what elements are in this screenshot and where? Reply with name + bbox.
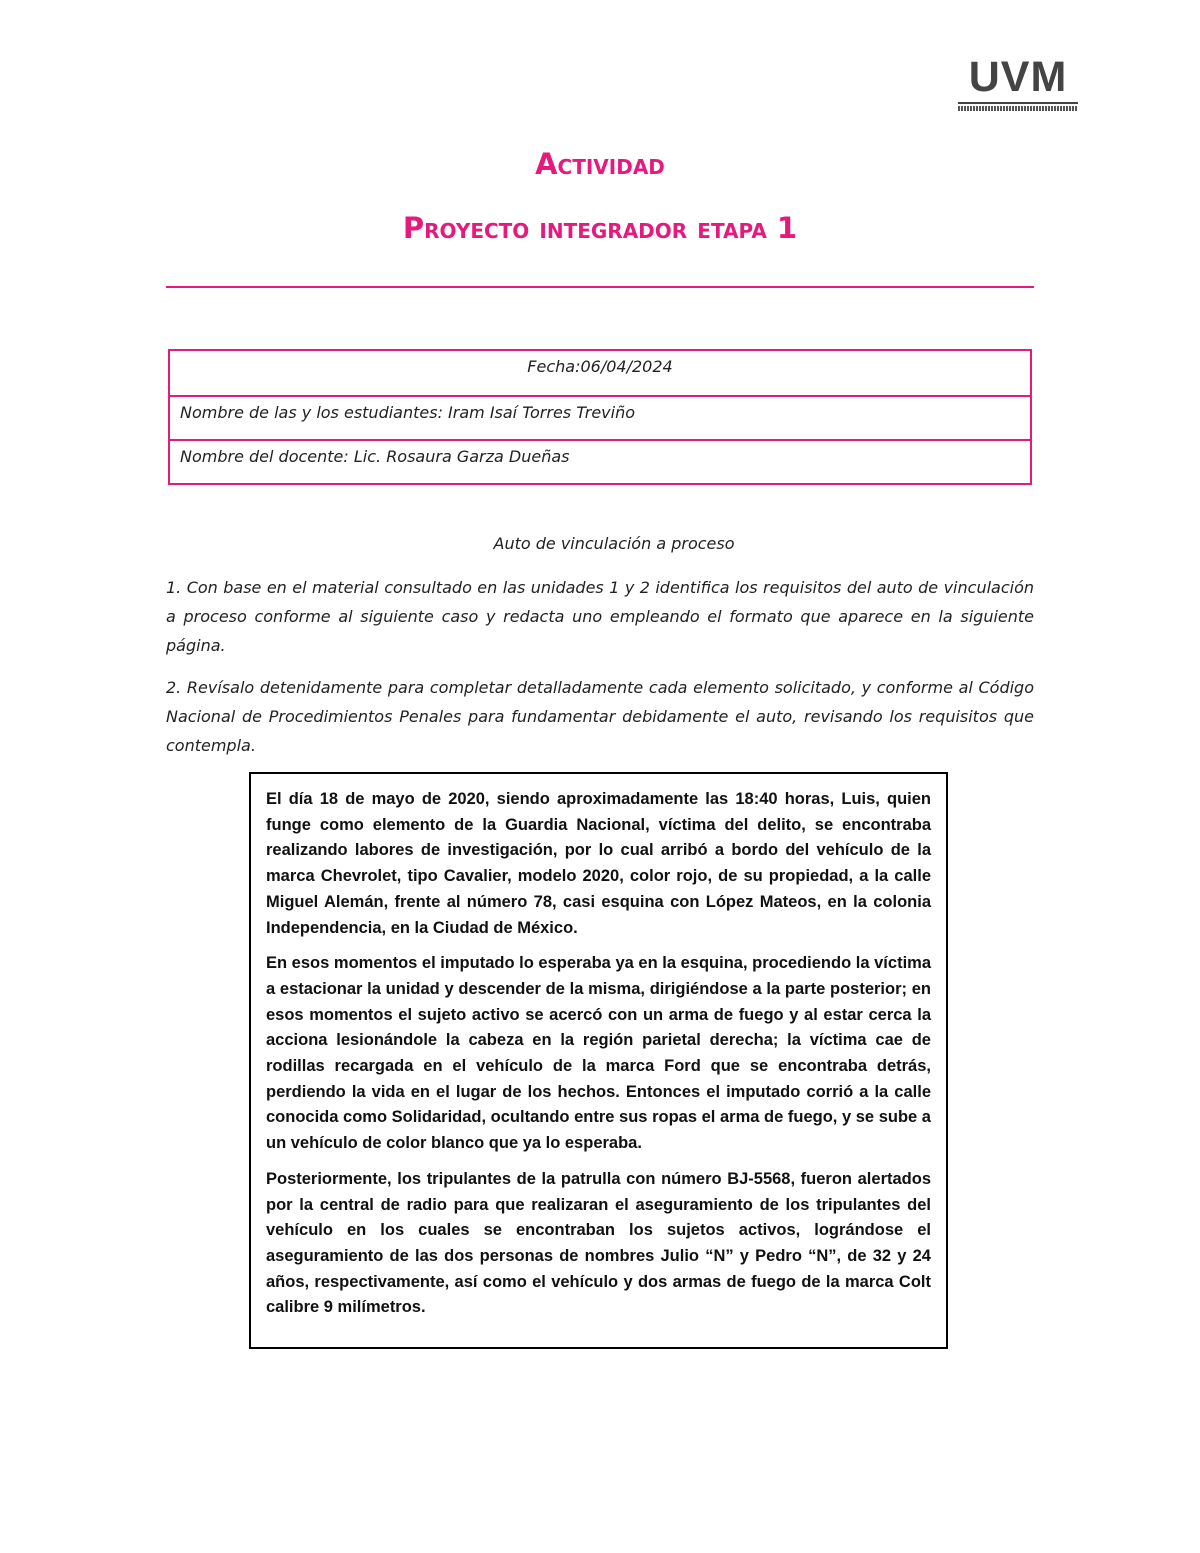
uvm-logo xyxy=(955,53,1081,112)
date-field: Fecha:06/04/2024 xyxy=(527,357,673,376)
page-subtitle: Proyecto integrador etapa 1 xyxy=(402,211,798,245)
logo-divider xyxy=(958,102,1078,104)
instruction-item: 2. Revísalo detenidamente para completar detalladamente cada elemento solicitado, y conforme al Código Nacional de Procedimientos Penales para fundamentar debidamente el auto, revisando los requisitos que contempla. xyxy=(166,678,1034,755)
students-field: Nombre de las y los estudiantes: Iram Isaí Torres Treviño xyxy=(170,395,1030,439)
instruction-item: 1. Con base en el material consultado en las unidades 1 y 2 identifica los requisitos del auto de vinculación a proceso conforme al siguiente caso y redacta uno empleando el formato que aparece en la siguiente página. xyxy=(166,578,1034,655)
case-paragraph: El día 18 de mayo de 2020, siendo aproximadamente las 18:40 horas, Luis, quien funge como elemento de la Guardia Nacional, víctima del delito, se encontraba realizando labores de investigación, por lo cual arribó a bordo del vehículo de la marca Chevrolet, tipo Cavalier, modelo 2020, color rojo, de su propiedad, a la calle Miguel Alemán, frente al número 78, casi esquina con López Mateos, en la colonia Independencia, en la Ciudad de México. xyxy=(266,790,931,937)
teacher-field: Nombre del docente: Lic. Rosaura Garza Dueñas xyxy=(170,439,1030,483)
page-title: Actividad xyxy=(535,147,665,181)
logo-text: UVM xyxy=(968,53,1068,101)
case-paragraph: En esos momentos el imputado lo esperaba ya en la esquina, procediendo la víctima a estacionar la unidad y descender de la misma, dirigiéndose a la parte posterior; en esos momentos el sujeto activo se acercó con un arma de fuego y al estar cerca la acciona lesionándole la cabeza en la región parietal derecha; la víctima cae de rodillas recargada en el vehículo de la marca Ford que se encontraba detrás, perdiendo la vida en el lugar de los hechos. Entonces el imputado corrió a la calle conocida como Solidaridad, ocultando entre sus ropas el arma de fuego, y se sube a un vehículo de color blanco que ya lo esperaba. xyxy=(266,954,931,1153)
info-table xyxy=(168,349,1032,485)
logo-tagline-mark xyxy=(958,106,1078,111)
case-paragraph: Posteriormente, los tripulantes de la patrulla con número BJ-5568, fueron alertados por la central de radio para que realizaran el aseguramiento de los tripulantes del vehículo en los cuales se encontraban los sujetos activos, lográndose el aseguramiento de las dos personas de nombres Julio “N” y Pedro “N”, de 32 y 24 años, respectivamente, así como el vehículo y dos armas de fuego de la marca Colt calibre 9 milímetros. xyxy=(266,1169,931,1317)
section-title: Auto de vinculación a proceso xyxy=(493,534,735,553)
case-box xyxy=(249,772,948,1349)
title-divider xyxy=(166,286,1034,288)
